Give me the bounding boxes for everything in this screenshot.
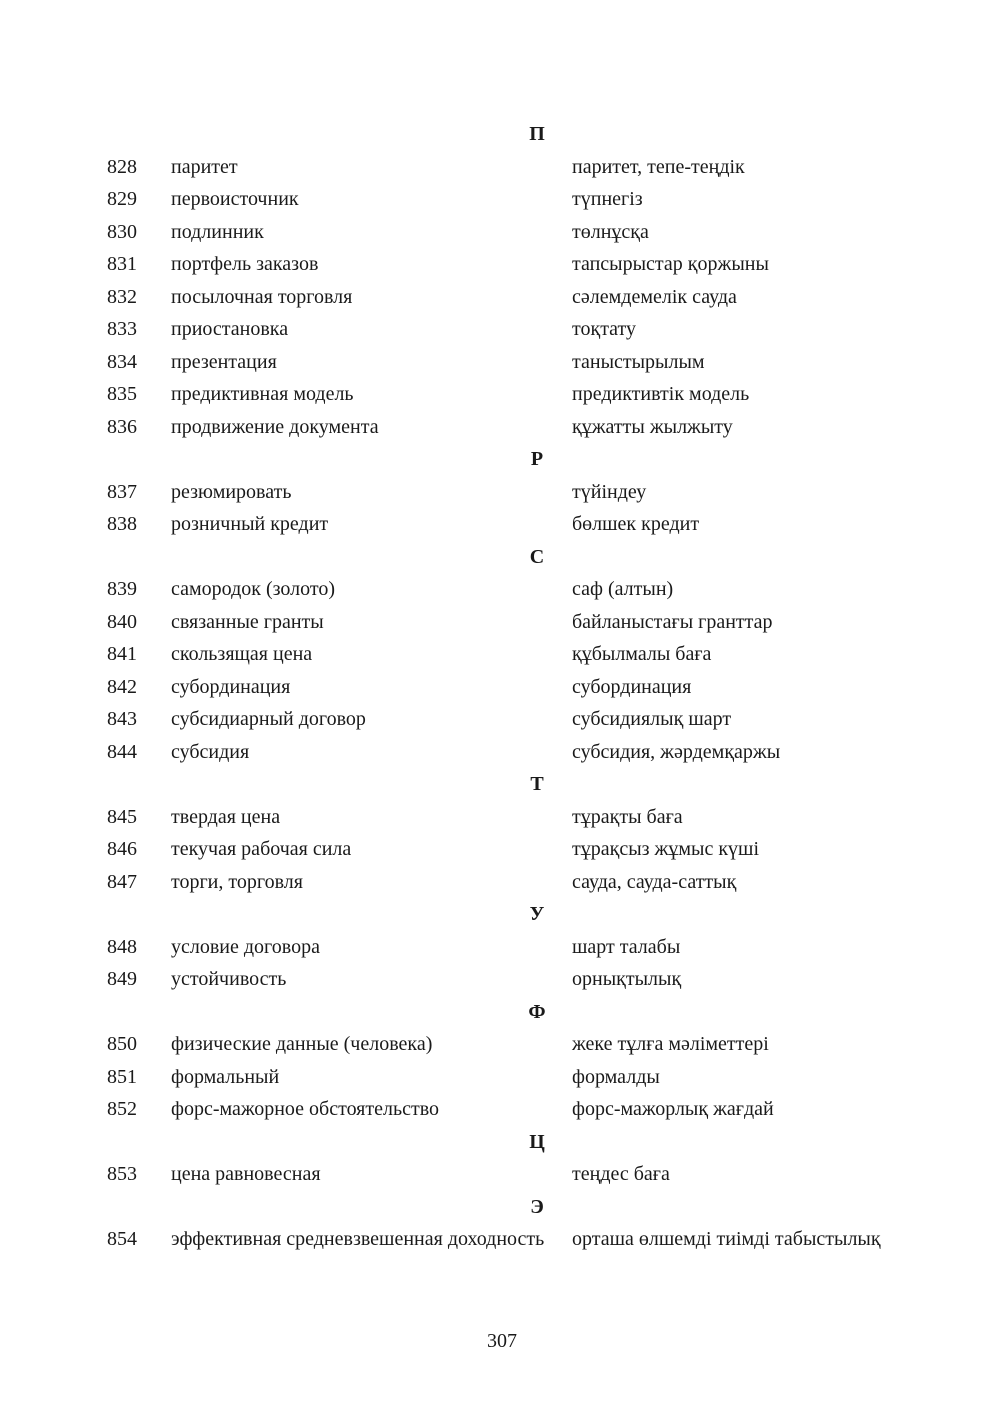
glossary-entry — [0, 736, 1004, 769]
entry-number: 832 — [107, 285, 137, 308]
glossary-entry — [0, 638, 1004, 671]
russian-term: продвижение документа — [171, 415, 379, 438]
kazakh-term: тұрақсыз жұмыс күші — [572, 838, 760, 860]
entry-number: 830 — [107, 220, 137, 243]
glossary-entry — [0, 1223, 1004, 1284]
kazakh-term: түйіндеу — [572, 480, 647, 503]
kazakh-term: шарт талабы — [572, 935, 681, 958]
kazakh-term: орташа өлшемді тиімді табыстылық — [572, 1228, 881, 1250]
section-letter: У — [529, 903, 545, 925]
entry-number: 843 — [107, 708, 137, 730]
section-letter: Э — [530, 1195, 544, 1218]
glossary-entry — [0, 411, 1004, 444]
kazakh-term: құжатты жылжыту — [572, 415, 733, 438]
kazakh-term: орнықтылық — [572, 968, 682, 990]
glossary-entry — [0, 183, 1004, 216]
entry-number: 844 — [107, 740, 137, 763]
kazakh-term: саф (алтын) — [572, 578, 674, 600]
russian-term: формальный — [171, 1065, 280, 1088]
russian-term: резюмировать — [171, 480, 292, 503]
russian-term: самородок (золото) — [171, 578, 336, 600]
russian-term: презентация — [171, 350, 277, 373]
entry-number: 851 — [107, 1065, 137, 1088]
russian-term: торги, торговля — [171, 870, 303, 893]
section-letter: Ц — [529, 1130, 545, 1153]
kazakh-term: субсидия, жәрдемқаржы — [572, 740, 781, 763]
entry-number: 852 — [107, 1098, 137, 1120]
entry-number: 828 — [107, 155, 137, 178]
russian-term: текучая рабочая сила — [171, 838, 352, 860]
entry-number: 845 — [107, 805, 137, 828]
glossary-entry — [0, 508, 1004, 541]
glossary-entry — [0, 573, 1004, 606]
russian-term: паритет — [171, 155, 238, 178]
entry-number: 848 — [107, 935, 137, 958]
glossary-entry — [0, 476, 1004, 509]
glossary-entry — [0, 378, 1004, 411]
glossary-entry — [0, 346, 1004, 379]
entry-number: 854 — [107, 1228, 137, 1250]
section-letter: П — [529, 123, 545, 145]
russian-term: субсидия — [171, 740, 250, 763]
glossary-entry — [0, 931, 1004, 964]
kazakh-term: форс-мажорлық жағдай — [572, 1098, 774, 1120]
section-letter: С — [529, 545, 545, 568]
russian-term: цена равновесная — [171, 1163, 321, 1185]
page-number: 307 — [487, 1330, 517, 1352]
entry-number: 833 — [107, 318, 137, 340]
entry-number: 835 — [107, 383, 137, 405]
glossary-entry — [0, 1028, 1004, 1061]
glossary-entry — [0, 216, 1004, 249]
russian-term: субсидиарный договор — [171, 708, 366, 730]
kazakh-term: тоқтату — [572, 318, 637, 340]
section-letter: Т — [530, 773, 544, 795]
section-letter: Р — [530, 448, 544, 470]
entry-number: 840 — [107, 610, 137, 633]
kazakh-term: субординация — [572, 675, 692, 698]
russian-term: розничный кредит — [171, 513, 329, 535]
entry-number: 846 — [107, 838, 137, 860]
glossary-entry — [0, 703, 1004, 736]
kazakh-term: төлнұсқа — [572, 220, 649, 243]
glossary-entry — [0, 833, 1004, 866]
glossary-entry — [0, 866, 1004, 899]
kazakh-term: сауда, сауда-саттық — [572, 870, 737, 893]
kazakh-term: предиктивтік модель — [572, 383, 750, 405]
entry-number: 853 — [107, 1163, 137, 1185]
entry-number: 839 — [107, 578, 137, 600]
russian-term: связанные гранты — [171, 610, 324, 633]
kazakh-term: құбылмалы баға — [572, 643, 712, 665]
glossary-entry — [0, 1093, 1004, 1126]
russian-term: подлинник — [171, 220, 264, 243]
glossary-entry — [0, 606, 1004, 639]
glossary-list — [0, 118, 1004, 1284]
russian-term: условие договора — [171, 935, 320, 958]
glossary-entry — [0, 151, 1004, 184]
glossary-entry — [0, 248, 1004, 281]
section-letter: Ф — [528, 1000, 546, 1023]
russian-term: физические данные (человека) — [171, 1033, 433, 1055]
russian-term: эффективная средневзвешенная доходность — [171, 1228, 545, 1250]
entry-number: 849 — [107, 968, 137, 990]
entry-number: 847 — [107, 870, 137, 893]
glossary-entry — [0, 313, 1004, 346]
russian-term: скользящая цена — [171, 643, 313, 665]
kazakh-term: паритет, тепе-теңдік — [572, 155, 745, 178]
glossary-entry — [0, 671, 1004, 704]
kazakh-term: сәлемдемелік сауда — [572, 285, 737, 308]
kazakh-term: байланыстағы гранттар — [572, 610, 773, 633]
glossary-entry — [0, 963, 1004, 996]
entry-number: 841 — [107, 643, 137, 665]
russian-term: твердая цена — [171, 805, 281, 828]
kazakh-term: тұрақты баға — [572, 805, 683, 828]
entry-number: 842 — [107, 675, 137, 698]
kazakh-term: тапсырыстар қоржыны — [572, 253, 769, 275]
russian-term: предиктивная модель — [171, 383, 354, 405]
glossary-entry — [0, 1158, 1004, 1191]
russian-term: устойчивость — [171, 968, 287, 990]
glossary-entry — [0, 281, 1004, 314]
glossary-entry — [0, 801, 1004, 834]
kazakh-term: таныстырылым — [572, 350, 705, 373]
kazakh-term: түпнегіз — [572, 188, 643, 210]
entry-number: 837 — [107, 480, 137, 503]
kazakh-term: субсидиялық шарт — [572, 708, 732, 730]
russian-term: первоисточник — [171, 188, 299, 210]
kazakh-term: формалды — [572, 1065, 660, 1088]
kazakh-term: теңдес баға — [572, 1163, 670, 1185]
russian-term: форс-мажорное обстоятельство — [171, 1098, 440, 1120]
kazakh-term: жеке тұлға мәліметтері — [572, 1033, 769, 1055]
russian-term: приостановка — [171, 318, 289, 340]
entry-number: 831 — [107, 253, 137, 275]
russian-term: портфель заказов — [171, 253, 319, 275]
entry-number: 836 — [107, 415, 137, 438]
entry-number: 829 — [107, 188, 137, 210]
entry-number: 850 — [107, 1033, 137, 1055]
entry-number: 838 — [107, 513, 137, 535]
kazakh-term: бөлшек кредит — [572, 513, 700, 535]
glossary-entry — [0, 1061, 1004, 1094]
russian-term: субординация — [171, 675, 291, 698]
entry-number: 834 — [107, 350, 137, 373]
russian-term: посылочная торговля — [171, 285, 353, 308]
